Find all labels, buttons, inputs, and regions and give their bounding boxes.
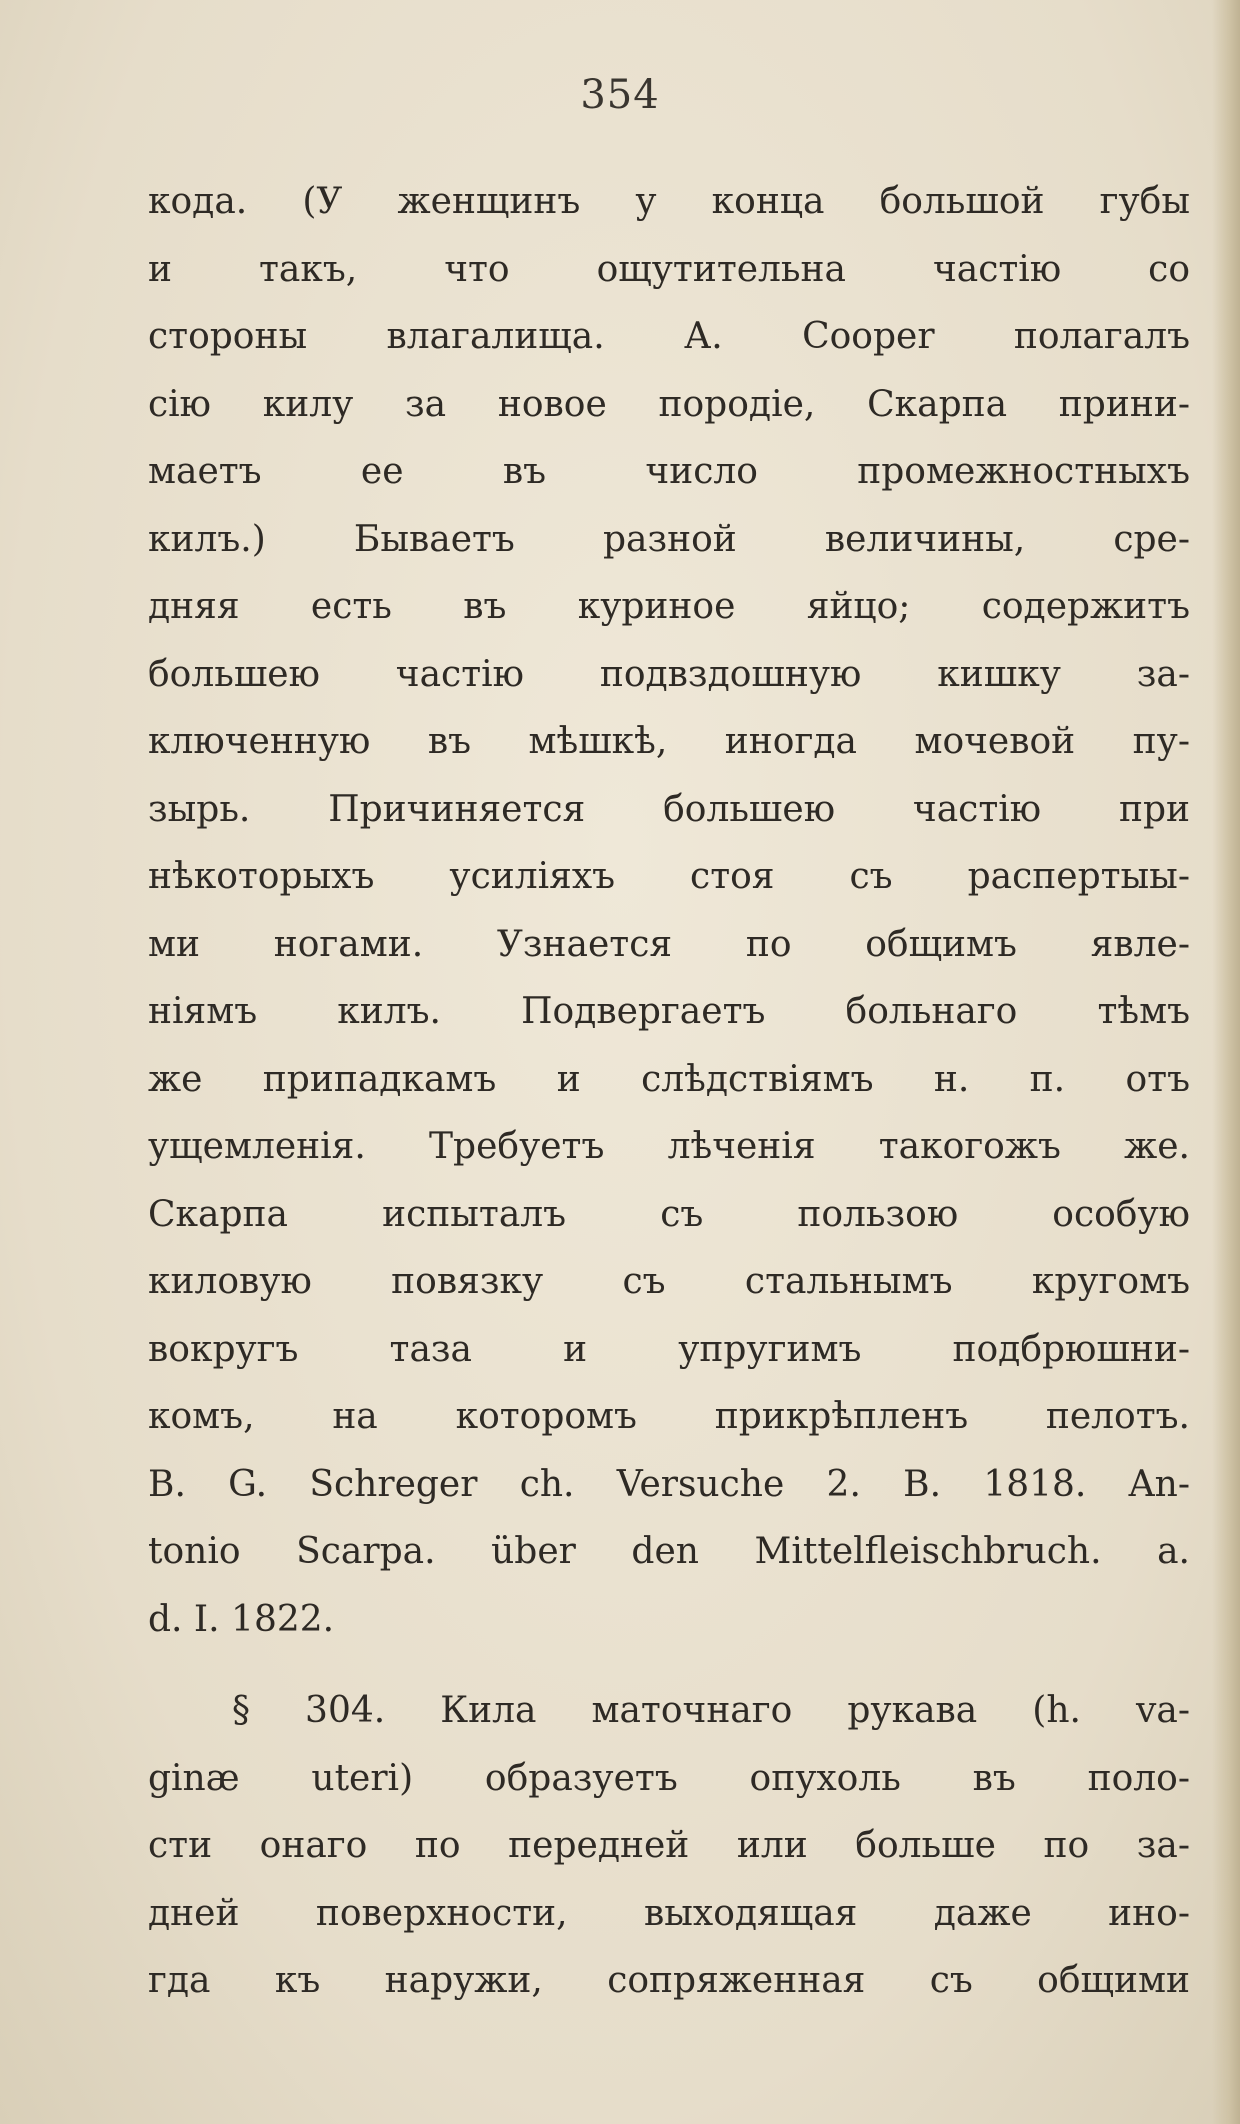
text-line: Скарпа испыталъ съ пользою особую <box>148 1193 1190 1235</box>
text-line: маетъ ее въ число промежностныхъ <box>148 451 1190 492</box>
text-line: дняя есть въ куриное яйцо; содержитъ <box>148 586 1190 627</box>
page-number: 354 <box>580 72 660 118</box>
text-line: d. I. 1822. <box>148 1598 335 1640</box>
text-line: дней поверхности, выходящая даже ино- <box>148 1892 1190 1934</box>
body-text <box>148 168 1190 2015</box>
text-line: ми ногами. Узнается по общимъ явле- <box>148 923 1190 965</box>
paragraph-gap <box>148 1653 1190 1677</box>
text-line: стороны влагалища. А. Cooper полагалъ <box>148 316 1190 357</box>
page-edge-shadow <box>1212 0 1240 2124</box>
text-line: сію килу за новое породіе, Скарпа прини- <box>148 383 1190 425</box>
text-line: киловую повязку съ стальнымъ кругомъ <box>148 1261 1190 1302</box>
paragraph-1 <box>148 168 1190 1653</box>
text-line: кода. (У женщинъ у конца большой губы <box>148 181 1190 222</box>
text-line: ущемленія. Требуетъ лѣченія такогожъ же. <box>148 1126 1190 1167</box>
text-line: комъ, на которомъ прикрѣпленъ пелотъ. <box>148 1396 1190 1437</box>
text-line: ніямъ килъ. Подвергаетъ больнаго тѣмъ <box>148 991 1190 1032</box>
text-line: ключенную въ мѣшкѣ, иногда мочевой пу- <box>148 721 1190 762</box>
text-line: ginæ uteri) образуетъ опухоль въ поло- <box>148 1757 1190 1799</box>
text-line: и такъ, что ощутительна частію со <box>148 248 1190 290</box>
text-line: сти онаго по передней или больше по за- <box>148 1825 1190 1866</box>
text-line: tonio Scarpa. über den Mittelfleischbruch. a. <box>148 1531 1190 1572</box>
paragraph-2 <box>148 1677 1190 2015</box>
text-line: гда къ наружи, сопряженная съ общими <box>148 1960 1190 2001</box>
text-line: килъ.) Бываетъ разной величины, сре- <box>148 518 1190 560</box>
text-line: B. G. Schreger ch. Versuche 2. B. 1818. An- <box>148 1463 1190 1505</box>
text-line: зырь. Причиняется большею частію при <box>148 788 1190 830</box>
text-line: нѣкоторыхъ усиліяхъ стоя съ распертыы- <box>148 856 1190 897</box>
text-line: же припадкамъ и слѣдствіямъ н. п. отъ <box>148 1058 1190 1100</box>
text-line: большею частію подвздошную кишку за- <box>148 653 1190 695</box>
text-line: вокругъ таза и упругимъ подбрюшни- <box>148 1328 1190 1370</box>
text-line: § 304. Кила маточнаго рукава (h. va- <box>232 1690 1190 1731</box>
